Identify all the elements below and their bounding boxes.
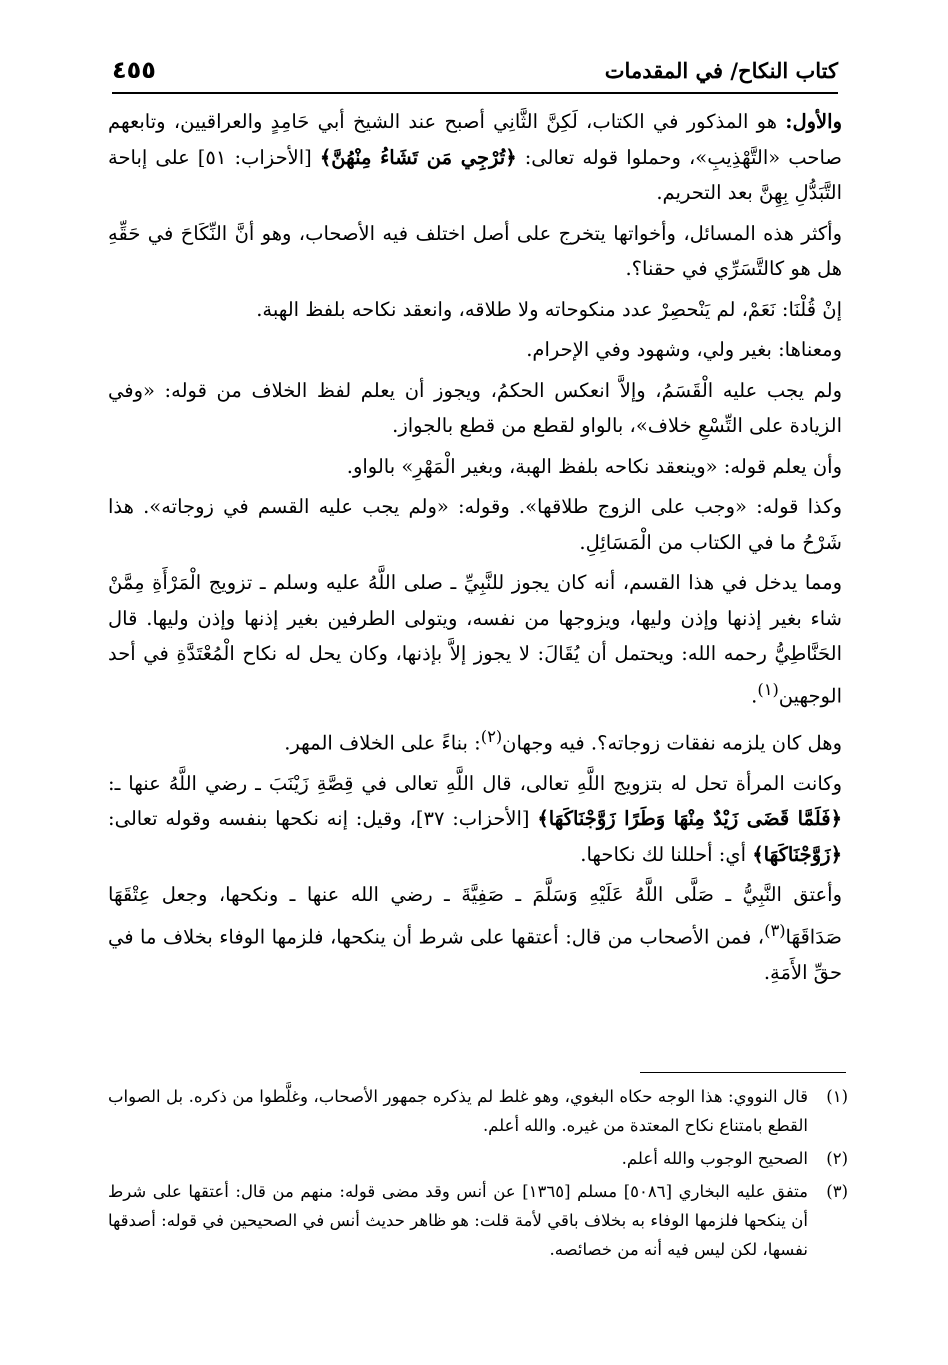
paragraph-3: إنْ قُلْنَا: نَعَمْ، لم يَنْحصِرْ عدد منكوحاته ولا طلاقه، وانعقد نكاحه بلفظ الهبة.: [256, 297, 842, 321]
paragraph-text: وكانت المرأة تحل له بتزويج اللَّهِ تعالى، قال اللَّهِ تعالى في قِصَّةِ زَيْنَبَ ـ رضي اللَّهُ عنها ـ:: [108, 771, 842, 795]
page-number: ٤٥٥: [112, 56, 156, 84]
paragraph-text: وأعتق النَّبِيُّ ـ صَلَّى اللَّهُ عَلَيْهِ وَسَلَّمَ ـ صَفِيَّةَ ـ رضي الله عنها ـ ونكحها، وجعل عِتْقَهَا صَدَاقَهَا: [108, 883, 842, 948]
footnote-number: (٣): [826, 1182, 848, 1201]
paragraph-10: [108, 766, 842, 873]
footnote-number: (١): [826, 1087, 848, 1106]
chapter-title: كتاب النكاح/ في المقدمات: [604, 57, 838, 83]
footnote-ref-2[interactable]: (٢): [480, 726, 503, 746]
paragraph-text: أي: أحللنا لك نكاحها.: [580, 842, 753, 866]
paragraph-6: وأن يعلم قوله: «وينعقد نكاحه بلفظ الهبة، وبغير الْمَهْرِ» بالواو.: [346, 454, 842, 478]
footnote-number: (٢): [826, 1149, 848, 1168]
footnote-divider: [640, 1072, 846, 1073]
paragraph-text: [الأحزاب: ٣٧]، وقيل: إنه نكحها بنفسه وقوله تعالى:: [108, 807, 538, 830]
paragraph-1: [108, 104, 842, 211]
quran-verse: ﴿فَلَمَّا قَضَى زَيْدٌ مِنْهَا وَطَرًا زَوَّجْنَاكَهَا﴾: [537, 807, 843, 830]
footnote-ref-1[interactable]: (١): [757, 679, 779, 699]
footnote-2: [108, 1144, 848, 1173]
footnote-text: قال النووي: هذا الوجه حكاه البغوي، وهو غلط لم يذكره جمهور الأصحاب، وغلَّطوا من ذكره. بل الصواب القطع بامتناع نكاح المعتدة من غيره. والله أعلم.: [108, 1087, 808, 1135]
footnote-1: [108, 1082, 848, 1140]
footnotes: [108, 1082, 848, 1268]
footnote-text: متفق عليه البخاري [٥٠٨٦] مسلم [١٣٦٥] عن أنس وقد مضى قوله: منهم من قال: أعتقها على شرط أن ينكحها فلزمها الوفاء به بخلاف باقي لأمة قلت: هو ظاهر حديث أنس في الصحيحين في قوله: أصدقها نفسها، لكن ليس فيه أنه من خصائصه.: [108, 1182, 808, 1259]
paragraph-2: وأكثر هذه المسائل، وأخواتها يتخرج على أصل اختلف فيه الأصحاب، وهو أنَّ النِّكَاحَ في حَقِّهِ هل هو كالتَّسَرِّي في حقنا؟.: [108, 221, 842, 280]
paragraph-text: ، فمن الأصحاب من قال: أعتقها على شرط أن ينكحها، فلزمها الوفاء بخلاف ما في حقِّ الأَمَةِ.: [108, 925, 842, 984]
paragraph-11: [108, 877, 842, 990]
paragraph-5: ولم يجب عليه الْقَسَمُ، وإلاَّ انعكس الحكمُ، ويجوز أن يعلم لفظ الخلاف من قوله: «وفي الزيادة على التِّسْعِ خلاف»، بالواو لقطع من قطع بالجواز.: [108, 378, 842, 437]
quran-verse: ﴿زَوَّجْنَاكَهَا﴾: [752, 842, 842, 866]
running-header: [112, 48, 838, 94]
footnote-3: [108, 1177, 848, 1264]
paragraph-text: هو المذكور في الكتاب، لَكِنَّ الثَّانِي أصبح عند الشيخ أبي حَامِدٍ والعراقيين، وتابعهم صاحب «التَّهْذِيبِ»، وحملوا قوله تعالى:: [108, 110, 842, 169]
paragraph-text: [الأحزاب: ٥١] على إباحة التَّبَدُّلِ بِهِنَّ بعد التحريم.: [108, 145, 842, 204]
footnote-text: الصحيح الوجوب والله أعلم.: [621, 1149, 808, 1168]
paragraph-text: .: [751, 684, 758, 707]
footnote-ref-3[interactable]: (٣): [764, 920, 786, 940]
paragraph-4: ومعناها: بغير ولي، وشهود وفي الإحرام.: [526, 338, 842, 361]
paragraph-8: [108, 565, 842, 714]
quran-verse: ﴿تُرْجِي مَن تَشَاءُ مِنْهُنَّ﴾: [319, 145, 517, 169]
paragraph-text: وهل كان يلزمه نفقات زوجاته؟. فيه وجهان: [502, 731, 842, 754]
main-text: [108, 104, 842, 995]
paragraph-text: : بناءً على الخلاف المهر.: [284, 731, 481, 754]
paragraph-text: ومما يدخل في هذا القسم، أنه كان يجوز للنَّبِيِّ ـ صلى اللَّهُ عليه وسلم ـ تزويج الْمَرْأَةِ مِمَّنْ شاء بغير إذنها وإذن وليها، ويزوجها من نفسه، ويتولى الطرفين بغير إذنها وإذن وليها. قال الحَنَّاطِيُّ رحمه الله: ويحتمل أن يُقَالَ: لا يجوز إلاَّ بإذنها، وكان يحل له نكاح الْمُعْتَدَّةِ في أحد الوجهين: [108, 571, 842, 707]
paragraph-9: [108, 719, 842, 761]
paragraph-7: وكذا قوله: «وجب على الزوج طلاقها». وقوله: «ولم يجب عليه القسم في زوجاته». هذا شَرْحُ ما في الكتاب من الْمَسَائِلِ.: [108, 495, 842, 554]
paragraph-lead: والأول:: [785, 110, 842, 133]
